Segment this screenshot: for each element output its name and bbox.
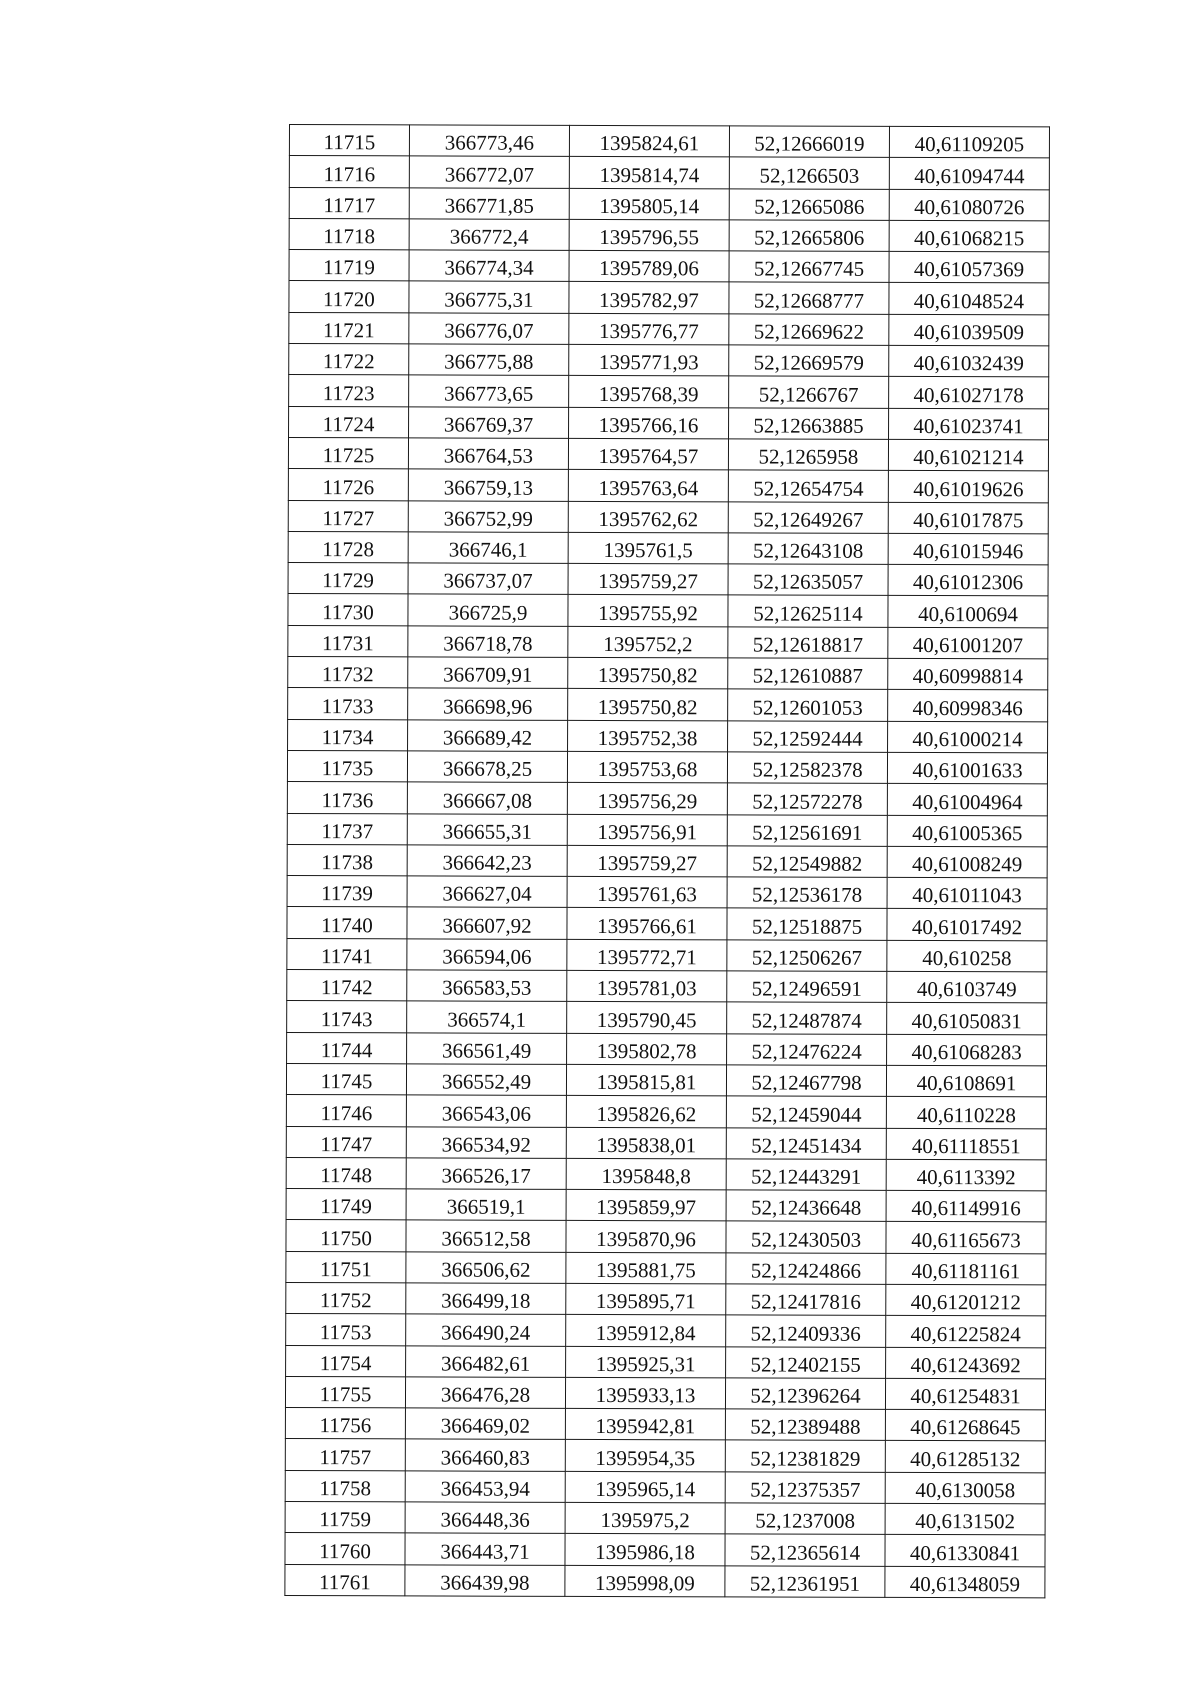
table-row <box>285 1376 1045 1410</box>
longitude-cell: 40,61068283 <box>887 1034 1047 1066</box>
longitude-cell: 40,61048524 <box>889 283 1049 315</box>
x-coordinate-cell: 366607,92 <box>407 907 567 939</box>
table-row <box>286 1095 1046 1129</box>
latitude-cell: 52,12417816 <box>726 1284 886 1316</box>
latitude-cell: 52,12601053 <box>728 689 888 721</box>
x-coordinate-cell: 366773,65 <box>409 375 569 407</box>
table-row <box>287 1001 1047 1035</box>
y-coordinate-cell: 1395756,29 <box>567 783 727 815</box>
point-number-cell: 11736 <box>287 782 407 814</box>
x-coordinate-cell: 366709,91 <box>408 657 568 689</box>
x-coordinate-cell: 366526,17 <box>406 1158 566 1190</box>
longitude-cell: 40,61118551 <box>886 1128 1046 1160</box>
table-row <box>285 1564 1045 1598</box>
table-row <box>285 1408 1045 1442</box>
longitude-cell: 40,61017875 <box>888 502 1048 534</box>
x-coordinate-cell: 366698,96 <box>408 688 568 720</box>
table-row <box>289 344 1049 378</box>
longitude-cell: 40,6110228 <box>886 1097 1046 1129</box>
longitude-cell: 40,61005365 <box>887 815 1047 847</box>
longitude-cell: 40,61068215 <box>889 220 1049 252</box>
x-coordinate-cell: 366499,18 <box>406 1283 566 1315</box>
x-coordinate-cell: 366490,24 <box>406 1314 566 1346</box>
longitude-cell: 40,61027178 <box>889 377 1049 409</box>
table-row <box>289 375 1049 409</box>
longitude-cell: 40,6100694 <box>888 596 1048 628</box>
point-number-cell: 11747 <box>286 1126 406 1158</box>
x-coordinate-cell: 366718,78 <box>408 626 568 658</box>
y-coordinate-cell: 1395975,2 <box>565 1502 725 1534</box>
longitude-cell: 40,61225824 <box>886 1316 1046 1348</box>
latitude-cell: 52,12668777 <box>729 282 889 314</box>
point-number-cell: 11720 <box>289 281 409 313</box>
point-number-cell: 11750 <box>286 1220 406 1252</box>
y-coordinate-cell: 1395752,38 <box>568 720 728 752</box>
latitude-cell: 52,12443291 <box>726 1159 886 1191</box>
latitude-cell: 52,12665806 <box>729 220 889 252</box>
x-coordinate-cell: 366460,83 <box>405 1439 565 1471</box>
point-number-cell: 11741 <box>287 938 407 970</box>
point-number-cell: 11721 <box>289 312 409 344</box>
x-coordinate-cell: 366453,94 <box>405 1471 565 1503</box>
x-coordinate-cell: 366689,42 <box>408 720 568 752</box>
longitude-cell: 40,61201212 <box>886 1284 1046 1316</box>
y-coordinate-cell: 1395824,61 <box>569 125 729 157</box>
latitude-cell: 52,12536178 <box>727 877 887 909</box>
y-coordinate-cell: 1395986,18 <box>565 1534 725 1566</box>
point-number-cell: 11752 <box>286 1282 406 1314</box>
point-number-cell: 11729 <box>288 563 408 595</box>
y-coordinate-cell: 1395826,62 <box>566 1096 726 1128</box>
latitude-cell: 52,12436648 <box>726 1190 886 1222</box>
point-number-cell: 11756 <box>285 1408 405 1440</box>
point-number-cell: 11746 <box>286 1095 406 1127</box>
longitude-cell: 40,61285132 <box>885 1441 1045 1473</box>
table-row <box>287 782 1047 816</box>
point-number-cell: 11734 <box>288 719 408 751</box>
x-coordinate-cell: 366443,71 <box>405 1533 565 1565</box>
point-number-cell: 11724 <box>289 406 409 438</box>
latitude-cell: 52,1265958 <box>728 439 888 471</box>
y-coordinate-cell: 1395998,09 <box>565 1565 725 1597</box>
longitude-cell: 40,61015946 <box>888 533 1048 565</box>
x-coordinate-cell: 366506,62 <box>406 1252 566 1284</box>
y-coordinate-cell: 1395933,13 <box>565 1377 725 1409</box>
y-coordinate-cell: 1395912,84 <box>566 1315 726 1347</box>
longitude-cell: 40,61348059 <box>885 1566 1045 1598</box>
longitude-cell: 40,61165673 <box>886 1222 1046 1254</box>
table-row <box>288 563 1048 597</box>
point-number-cell: 11753 <box>286 1314 406 1346</box>
latitude-cell: 52,12375357 <box>725 1472 885 1504</box>
longitude-cell: 40,61001207 <box>888 627 1048 659</box>
latitude-cell: 52,12476224 <box>727 1033 887 1065</box>
table-row <box>288 531 1048 565</box>
latitude-cell: 52,12451434 <box>726 1127 886 1159</box>
point-number-cell: 11728 <box>288 531 408 563</box>
latitude-cell: 52,12592444 <box>728 721 888 753</box>
latitude-cell: 52,12389488 <box>725 1409 885 1441</box>
longitude-cell: 40,60998814 <box>888 658 1048 690</box>
y-coordinate-cell: 1395815,81 <box>566 1064 726 1096</box>
x-coordinate-cell: 366574,1 <box>407 1001 567 1033</box>
latitude-cell: 52,12643108 <box>728 533 888 565</box>
y-coordinate-cell: 1395766,61 <box>567 908 727 940</box>
longitude-cell: 40,61254831 <box>885 1378 1045 1410</box>
point-number-cell: 11716 <box>289 156 409 188</box>
y-coordinate-cell: 1395761,63 <box>567 877 727 909</box>
point-number-cell: 11732 <box>288 657 408 689</box>
y-coordinate-cell: 1395768,39 <box>569 376 729 408</box>
table-row <box>285 1470 1045 1504</box>
y-coordinate-cell: 1395753,68 <box>567 751 727 783</box>
longitude-cell: 40,61000214 <box>888 721 1048 753</box>
x-coordinate-cell: 366594,06 <box>407 939 567 971</box>
y-coordinate-cell: 1395870,96 <box>566 1221 726 1253</box>
point-number-cell: 11731 <box>288 625 408 657</box>
x-coordinate-cell: 366764,53 <box>408 438 568 470</box>
table-row <box>286 1189 1046 1223</box>
point-number-cell: 11758 <box>285 1470 405 1502</box>
x-coordinate-cell: 366773,46 <box>409 125 569 157</box>
table-row <box>288 469 1048 503</box>
point-number-cell: 11722 <box>289 344 409 376</box>
y-coordinate-cell: 1395750,82 <box>568 657 728 689</box>
point-number-cell: 11715 <box>289 125 409 157</box>
latitude-cell: 52,12424866 <box>726 1253 886 1285</box>
y-coordinate-cell: 1395756,91 <box>567 814 727 846</box>
y-coordinate-cell: 1395763,64 <box>568 470 728 502</box>
longitude-cell: 40,61094744 <box>889 158 1049 190</box>
x-coordinate-cell: 366746,1 <box>408 532 568 564</box>
y-coordinate-cell: 1395796,55 <box>569 219 729 251</box>
table-row <box>286 1345 1046 1379</box>
latitude-cell: 52,12487874 <box>727 1002 887 1034</box>
latitude-cell: 52,12667745 <box>729 251 889 283</box>
longitude-cell: 40,61243692 <box>886 1347 1046 1379</box>
latitude-cell: 52,12666019 <box>729 126 889 158</box>
x-coordinate-cell: 366769,37 <box>409 407 569 439</box>
table-row <box>289 218 1049 252</box>
table-row <box>287 1032 1047 1066</box>
y-coordinate-cell: 1395759,27 <box>567 845 727 877</box>
table-row <box>286 1063 1046 1097</box>
table-row <box>287 938 1047 972</box>
y-coordinate-cell: 1395789,06 <box>569 251 729 283</box>
y-coordinate-cell: 1395766,16 <box>569 407 729 439</box>
latitude-cell: 52,12365614 <box>725 1534 885 1566</box>
longitude-cell: 40,61004964 <box>887 784 1047 816</box>
table-row <box>289 187 1049 221</box>
x-coordinate-cell: 366772,4 <box>409 219 569 251</box>
x-coordinate-cell: 366534,92 <box>406 1126 566 1158</box>
y-coordinate-cell: 1395802,78 <box>567 1033 727 1065</box>
table-row <box>287 750 1047 784</box>
table-row <box>288 625 1048 659</box>
point-number-cell: 11733 <box>288 688 408 720</box>
y-coordinate-cell: 1395881,75 <box>566 1252 726 1284</box>
latitude-cell: 52,12635057 <box>728 564 888 596</box>
y-coordinate-cell: 1395772,71 <box>567 939 727 971</box>
longitude-cell: 40,61019626 <box>888 471 1048 503</box>
point-number-cell: 11755 <box>285 1376 405 1408</box>
table-row <box>288 688 1048 722</box>
point-number-cell: 11735 <box>287 750 407 782</box>
latitude-cell: 52,12506267 <box>727 940 887 972</box>
latitude-cell: 52,12649267 <box>728 501 888 533</box>
point-number-cell: 11725 <box>288 437 408 469</box>
latitude-cell: 52,12467798 <box>726 1065 886 1097</box>
table-row <box>286 1282 1046 1316</box>
latitude-cell: 52,12381829 <box>725 1440 885 1472</box>
x-coordinate-cell: 366776,07 <box>409 313 569 345</box>
x-coordinate-cell: 366759,13 <box>408 469 568 501</box>
y-coordinate-cell: 1395814,74 <box>569 157 729 189</box>
coordinates-table <box>284 124 1050 1598</box>
y-coordinate-cell: 1395761,5 <box>568 532 728 564</box>
latitude-cell: 52,12582378 <box>727 752 887 784</box>
latitude-cell: 52,12396264 <box>725 1378 885 1410</box>
point-number-cell: 11740 <box>287 907 407 939</box>
longitude-cell: 40,60998346 <box>888 690 1048 722</box>
point-number-cell: 11744 <box>287 1032 407 1064</box>
longitude-cell: 40,61268645 <box>885 1410 1045 1442</box>
table-row <box>288 594 1048 628</box>
y-coordinate-cell: 1395954,35 <box>565 1440 725 1472</box>
latitude-cell: 52,12610887 <box>728 658 888 690</box>
x-coordinate-cell: 366772,07 <box>409 156 569 188</box>
longitude-cell: 40,61021214 <box>888 439 1048 471</box>
table-row <box>289 250 1049 284</box>
longitude-cell: 40,61057369 <box>889 252 1049 284</box>
longitude-cell: 40,61181161 <box>886 1253 1046 1285</box>
longitude-cell: 40,6130058 <box>885 1472 1045 1504</box>
table-row <box>289 312 1049 346</box>
x-coordinate-cell: 366774,34 <box>409 250 569 282</box>
latitude-cell: 52,12625114 <box>728 595 888 627</box>
point-number-cell: 11719 <box>289 250 409 282</box>
latitude-cell: 52,12572278 <box>727 783 887 815</box>
y-coordinate-cell: 1395965,14 <box>565 1471 725 1503</box>
y-coordinate-cell: 1395759,27 <box>568 564 728 596</box>
x-coordinate-cell: 366775,88 <box>409 344 569 376</box>
y-coordinate-cell: 1395859,97 <box>566 1189 726 1221</box>
table-row <box>287 970 1047 1004</box>
table-row <box>287 844 1047 878</box>
longitude-cell: 40,610258 <box>887 940 1047 972</box>
x-coordinate-cell: 366583,53 <box>407 970 567 1002</box>
latitude-cell: 52,12669579 <box>729 345 889 377</box>
latitude-cell: 52,1266503 <box>729 157 889 189</box>
x-coordinate-cell: 366561,49 <box>407 1032 567 1064</box>
table-row <box>286 1157 1046 1191</box>
table-row <box>288 437 1048 471</box>
x-coordinate-cell: 366469,02 <box>405 1408 565 1440</box>
y-coordinate-cell: 1395925,31 <box>566 1346 726 1378</box>
x-coordinate-cell: 366439,98 <box>405 1565 565 1597</box>
table-row <box>289 125 1049 159</box>
longitude-cell: 40,6103749 <box>887 971 1047 1003</box>
point-number-cell: 11742 <box>287 970 407 1002</box>
y-coordinate-cell: 1395895,71 <box>566 1283 726 1315</box>
longitude-cell: 40,61001633 <box>887 752 1047 784</box>
longitude-cell: 40,61039509 <box>889 314 1049 346</box>
point-number-cell: 11761 <box>285 1564 405 1596</box>
point-number-cell: 11739 <box>287 876 407 908</box>
longitude-cell: 40,61017492 <box>887 909 1047 941</box>
y-coordinate-cell: 1395764,57 <box>568 438 728 470</box>
table-row <box>287 813 1047 847</box>
table-row <box>287 907 1047 941</box>
y-coordinate-cell: 1395776,77 <box>569 313 729 345</box>
table-row <box>288 719 1048 753</box>
y-coordinate-cell: 1395838,01 <box>566 1127 726 1159</box>
latitude-cell: 52,12430503 <box>726 1221 886 1253</box>
table-body <box>285 125 1050 1598</box>
point-number-cell: 11737 <box>287 813 407 845</box>
latitude-cell: 52,1237008 <box>725 1503 885 1535</box>
longitude-cell: 40,61109205 <box>889 126 1049 158</box>
y-coordinate-cell: 1395848,8 <box>566 1158 726 1190</box>
point-number-cell: 11730 <box>288 594 408 626</box>
latitude-cell: 52,12459044 <box>726 1096 886 1128</box>
longitude-cell: 40,6131502 <box>885 1503 1045 1535</box>
latitude-cell: 52,12663885 <box>729 408 889 440</box>
latitude-cell: 52,12618817 <box>728 627 888 659</box>
table-row <box>286 1220 1046 1254</box>
latitude-cell: 52,1266767 <box>729 376 889 408</box>
y-coordinate-cell: 1395790,45 <box>567 1002 727 1034</box>
longitude-cell: 40,61023741 <box>889 408 1049 440</box>
point-number-cell: 11759 <box>285 1502 405 1534</box>
latitude-cell: 52,12549882 <box>727 846 887 878</box>
y-coordinate-cell: 1395752,2 <box>568 626 728 658</box>
longitude-cell: 40,61011043 <box>887 878 1047 910</box>
x-coordinate-cell: 366552,49 <box>406 1064 566 1096</box>
latitude-cell: 52,12402155 <box>726 1346 886 1378</box>
y-coordinate-cell: 1395782,97 <box>569 282 729 314</box>
longitude-cell: 40,6108691 <box>886 1065 1046 1097</box>
longitude-cell: 40,61330841 <box>885 1535 1045 1567</box>
x-coordinate-cell: 366642,23 <box>407 845 567 877</box>
longitude-cell: 40,61080726 <box>889 189 1049 221</box>
x-coordinate-cell: 366752,99 <box>408 500 568 532</box>
y-coordinate-cell: 1395755,92 <box>568 595 728 627</box>
y-coordinate-cell: 1395750,82 <box>568 689 728 721</box>
point-number-cell: 11760 <box>285 1533 405 1565</box>
point-number-cell: 11718 <box>289 218 409 250</box>
x-coordinate-cell: 366482,61 <box>406 1345 566 1377</box>
x-coordinate-cell: 366775,31 <box>409 281 569 313</box>
latitude-cell: 52,12361951 <box>725 1566 885 1598</box>
x-coordinate-cell: 366655,31 <box>407 813 567 845</box>
longitude-cell: 40,61032439 <box>889 345 1049 377</box>
longitude-cell: 40,61012306 <box>888 565 1048 597</box>
longitude-cell: 40,61149916 <box>886 1190 1046 1222</box>
table-row <box>286 1251 1046 1285</box>
x-coordinate-cell: 366725,9 <box>408 594 568 626</box>
point-number-cell: 11726 <box>288 469 408 501</box>
table-row <box>285 1502 1045 1536</box>
y-coordinate-cell: 1395762,62 <box>568 501 728 533</box>
latitude-cell: 52,12669622 <box>729 314 889 346</box>
longitude-cell: 40,61050831 <box>887 1003 1047 1035</box>
point-number-cell: 11738 <box>287 844 407 876</box>
table-row <box>286 1314 1046 1348</box>
x-coordinate-cell: 366512,58 <box>406 1220 566 1252</box>
x-coordinate-cell: 366737,07 <box>408 563 568 595</box>
x-coordinate-cell: 366476,28 <box>405 1377 565 1409</box>
latitude-cell: 52,12409336 <box>726 1315 886 1347</box>
table-row <box>289 281 1049 315</box>
point-number-cell: 11743 <box>287 1001 407 1033</box>
table-row <box>289 156 1049 190</box>
y-coordinate-cell: 1395805,14 <box>569 188 729 220</box>
longitude-cell: 40,6113392 <box>886 1159 1046 1191</box>
x-coordinate-cell: 366519,1 <box>406 1189 566 1221</box>
table-row <box>288 657 1048 691</box>
table-row <box>286 1126 1046 1160</box>
latitude-cell: 52,12665086 <box>729 188 889 220</box>
point-number-cell: 11727 <box>288 500 408 532</box>
x-coordinate-cell: 366543,06 <box>406 1095 566 1127</box>
table-row <box>285 1439 1045 1473</box>
point-number-cell: 11757 <box>285 1439 405 1471</box>
x-coordinate-cell: 366678,25 <box>407 751 567 783</box>
point-number-cell: 11749 <box>286 1189 406 1221</box>
latitude-cell: 52,12654754 <box>728 470 888 502</box>
point-number-cell: 11754 <box>286 1345 406 1377</box>
y-coordinate-cell: 1395771,93 <box>569 344 729 376</box>
table-row <box>287 876 1047 910</box>
x-coordinate-cell: 366627,04 <box>407 876 567 908</box>
x-coordinate-cell: 366771,85 <box>409 187 569 219</box>
y-coordinate-cell: 1395781,03 <box>567 970 727 1002</box>
latitude-cell: 52,12561691 <box>727 814 887 846</box>
point-number-cell: 11723 <box>289 375 409 407</box>
latitude-cell: 52,12496591 <box>727 971 887 1003</box>
point-number-cell: 11745 <box>286 1063 406 1095</box>
x-coordinate-cell: 366448,36 <box>405 1502 565 1534</box>
point-number-cell: 11748 <box>286 1157 406 1189</box>
point-number-cell: 11717 <box>289 187 409 219</box>
longitude-cell: 40,61008249 <box>887 846 1047 878</box>
latitude-cell: 52,12518875 <box>727 908 887 940</box>
point-number-cell: 11751 <box>286 1251 406 1283</box>
x-coordinate-cell: 366667,08 <box>407 782 567 814</box>
y-coordinate-cell: 1395942,81 <box>565 1409 725 1441</box>
table-row <box>285 1533 1045 1567</box>
table-row <box>288 500 1048 534</box>
table-row <box>289 406 1049 440</box>
